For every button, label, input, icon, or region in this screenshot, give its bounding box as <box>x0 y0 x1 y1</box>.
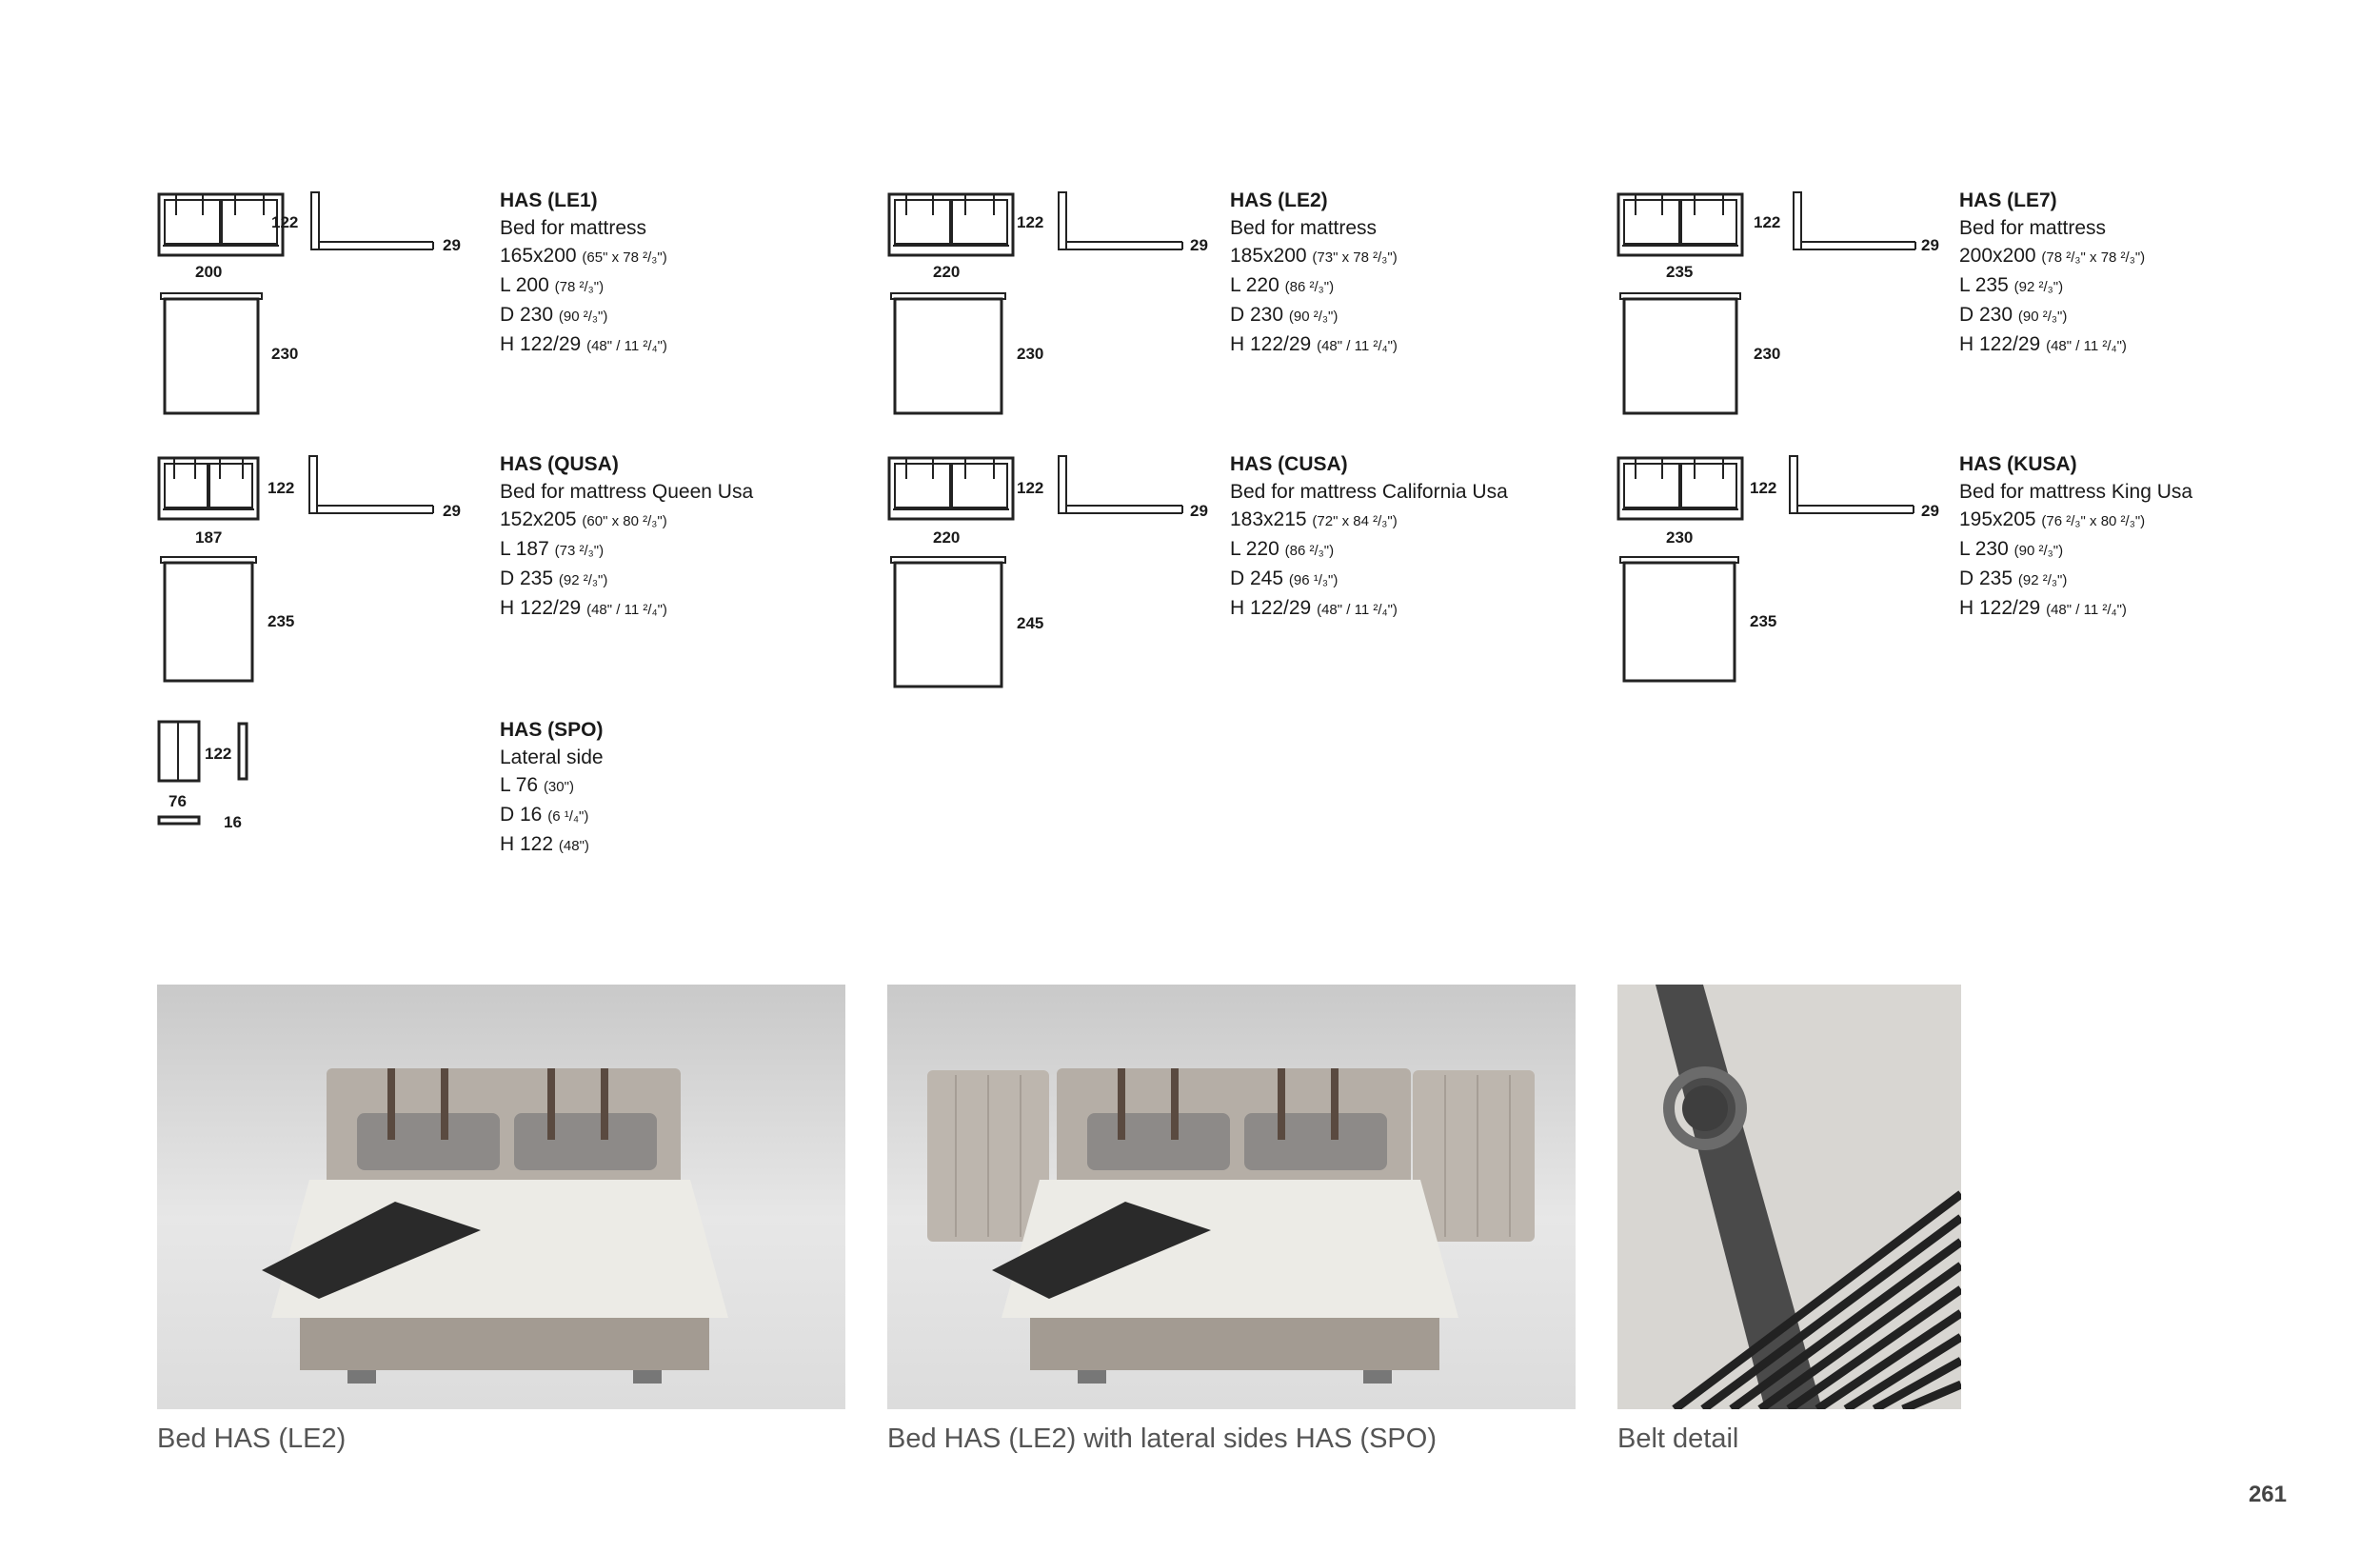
mattress-cm: 195x205 <box>1959 508 2036 530</box>
length-in: (86 ²/₃") <box>1284 543 1335 559</box>
dim-low: 29 <box>1190 502 1208 520</box>
length-in: (86 ²/₃") <box>1284 279 1335 295</box>
dim-width: 187 <box>195 528 223 547</box>
technical-drawing <box>887 450 1211 707</box>
bed-drawing <box>157 450 481 707</box>
product-title: HAS (LE1) <box>500 189 598 211</box>
depth-in: (6 ¹/₄") <box>547 808 589 825</box>
height-row <box>1230 594 1554 624</box>
dim-height: 122 <box>1017 479 1044 497</box>
height-in: (48" / 11 ²/₄") <box>2046 602 2127 618</box>
length-row <box>1230 535 1554 565</box>
product-desc: Bed for mattress <box>1230 217 1378 239</box>
product-desc: Bed for mattress Queen Usa <box>500 481 754 503</box>
spec-block <box>1230 187 1554 360</box>
bed-drawing <box>887 187 1211 444</box>
product-title: HAS (LE2) <box>1230 189 1328 211</box>
depth-in: (96 ¹/₃") <box>1288 572 1339 588</box>
depth-cm: D 245 <box>1230 567 1284 589</box>
product-desc: Lateral side <box>500 747 604 768</box>
mattress-in: (65" x 78 ²/₃") <box>582 249 667 266</box>
photo-belt-detail <box>1617 985 1961 1409</box>
dim-height: 122 <box>1754 213 1781 231</box>
caption-bed-le2: Bed HAS (LE2) <box>157 1424 347 1454</box>
height-in: (48" / 11 ²/₄") <box>586 602 667 618</box>
height-cm: H 122/29 <box>1959 597 2041 619</box>
mattress-cm: 185x200 <box>1230 245 1307 267</box>
length-in: (90 ²/₃") <box>2013 543 2064 559</box>
depth-cm: D 230 <box>1230 304 1284 326</box>
height-in: (48" / 11 ²/₄") <box>1317 602 1398 618</box>
height-cm: H 122/29 <box>500 597 582 619</box>
product-le2 <box>887 187 1554 444</box>
mattress-size <box>1959 506 2283 535</box>
mattress-in: (73" x 78 ²/₃") <box>1312 249 1398 266</box>
product-title: HAS (QUSA) <box>500 453 619 475</box>
mattress-in: (60" x 80 ²/₃") <box>582 513 667 529</box>
depth-cm: D 16 <box>500 804 543 826</box>
product-desc: Bed for mattress <box>1959 217 2107 239</box>
height-row <box>1230 330 1554 360</box>
mattress-size <box>1959 242 2283 271</box>
height-cm: H 122/29 <box>1959 333 2041 355</box>
length-in: (73 ²/₃") <box>554 543 605 559</box>
product-desc: Bed for mattress King Usa <box>1959 481 2193 503</box>
mattress-cm: 152x205 <box>500 508 577 530</box>
spec-block <box>500 716 823 860</box>
caption-bed-le2-spo: Bed HAS (LE2) with lateral sides HAS (SPO) <box>887 1424 1437 1454</box>
spec-block <box>1230 450 1554 624</box>
length-cm: L 76 <box>500 774 539 796</box>
depth-in: (90 ²/₃") <box>1288 309 1339 325</box>
depth-row <box>1959 565 2283 594</box>
product-desc: Bed for mattress <box>500 217 647 239</box>
caption-belt-detail: Belt detail <box>1617 1424 1739 1454</box>
dim-depth: 245 <box>1017 614 1044 632</box>
mattress-cm: 183x215 <box>1230 508 1307 530</box>
belt-detail-photo <box>1617 985 1961 1409</box>
dim-width: 235 <box>1666 263 1694 281</box>
product-le7 <box>1616 187 2283 444</box>
depth-in: (90 ²/₃") <box>2017 309 2068 325</box>
spec-block <box>500 187 823 360</box>
height-cm: H 122/29 <box>1230 597 1312 619</box>
length-row <box>1959 271 2283 301</box>
length-in: (30") <box>543 779 574 795</box>
technical-drawing <box>157 450 481 707</box>
bed-with-sides-photo <box>887 985 1576 1409</box>
length-row <box>500 771 823 801</box>
depth-in: (90 ²/₃") <box>558 309 608 325</box>
mattress-size <box>1230 242 1554 271</box>
depth-row <box>500 301 823 330</box>
technical-drawing <box>1616 450 1940 707</box>
dim-height: 122 <box>268 479 295 497</box>
length-cm: L 230 <box>1959 538 2009 560</box>
depth-row <box>1959 301 2283 330</box>
photo-bed-le2-spo <box>887 985 1576 1409</box>
depth-cm: D 235 <box>500 567 554 589</box>
length-row <box>500 271 823 301</box>
length-cm: L 200 <box>500 274 549 296</box>
length-row <box>1230 271 1554 301</box>
bed-drawing <box>887 450 1211 707</box>
bed-photo <box>157 985 845 1409</box>
dim-width: 76 <box>169 792 187 810</box>
mattress-in: (78 ²/₃" x 78 ²/₃") <box>2041 249 2146 266</box>
dim-depth: 230 <box>1754 345 1781 363</box>
dim-depth: 230 <box>271 345 299 363</box>
product-cusa <box>887 450 1554 707</box>
depth-in: (92 ²/₃") <box>558 572 608 588</box>
length-row <box>1959 535 2283 565</box>
bed-drawing <box>1616 450 1940 707</box>
height-row <box>500 594 823 624</box>
mattress-size <box>500 242 823 271</box>
depth-cm: D 230 <box>1959 304 2013 326</box>
height-row <box>1959 594 2283 624</box>
length-in: (92 ²/₃") <box>2013 279 2064 295</box>
product-kusa <box>1616 450 2283 707</box>
product-title: HAS (SPO) <box>500 719 604 741</box>
dim-height: 122 <box>1017 213 1044 231</box>
dim-low: 29 <box>443 502 461 520</box>
depth-in: (92 ²/₃") <box>2017 572 2068 588</box>
height-row <box>500 830 823 860</box>
dim-height: 122 <box>271 213 299 231</box>
product-title: HAS (CUSA) <box>1230 453 1348 475</box>
mattress-in: (72" x 84 ²/₃") <box>1312 513 1398 529</box>
spec-block <box>1959 187 2283 360</box>
technical-drawing <box>157 716 481 859</box>
height-in: (48") <box>558 838 589 854</box>
depth-row <box>1230 301 1554 330</box>
mattress-in: (76 ²/₃" x 80 ²/₃") <box>2041 513 2146 529</box>
height-cm: H 122/29 <box>1230 333 1312 355</box>
technical-drawing <box>887 187 1211 444</box>
product-spo <box>157 716 823 859</box>
dim-width: 230 <box>1666 528 1694 547</box>
product-le1 <box>157 187 823 444</box>
length-cm: L 220 <box>1230 274 1279 296</box>
dim-low: 29 <box>1921 236 1939 254</box>
height-cm: H 122 <box>500 833 554 855</box>
height-in: (48" / 11 ²/₄") <box>586 338 667 354</box>
mattress-size <box>1230 506 1554 535</box>
length-in: (78 ²/₃") <box>554 279 605 295</box>
dim-width: 220 <box>933 528 961 547</box>
product-qusa <box>157 450 823 707</box>
page-number: 261 <box>2248 1482 2287 1507</box>
technical-drawing <box>157 187 481 444</box>
dim-height: 122 <box>1750 479 1777 497</box>
technical-drawing <box>1616 187 1940 444</box>
depth-row <box>1230 565 1554 594</box>
dim-depth: 16 <box>224 813 242 831</box>
depth-row <box>500 801 823 830</box>
dim-low: 29 <box>1921 502 1939 520</box>
product-title: HAS (KUSA) <box>1959 453 2077 475</box>
depth-row <box>500 565 823 594</box>
dim-depth: 235 <box>1750 612 1777 630</box>
mattress-cm: 165x200 <box>500 245 577 267</box>
height-in: (48" / 11 ²/₄") <box>1317 338 1398 354</box>
product-title: HAS (LE7) <box>1959 189 2057 211</box>
height-in: (48" / 11 ²/₄") <box>2046 338 2127 354</box>
depth-cm: D 235 <box>1959 567 2013 589</box>
photo-bed-le2 <box>157 985 845 1409</box>
spec-block <box>1959 450 2283 624</box>
spec-block <box>500 450 823 624</box>
dim-depth: 230 <box>1017 345 1044 363</box>
dim-width: 220 <box>933 263 961 281</box>
depth-cm: D 230 <box>500 304 554 326</box>
dim-low: 29 <box>1190 236 1208 254</box>
bed-drawing <box>157 187 481 444</box>
product-desc: Bed for mattress California Usa <box>1230 481 1508 503</box>
height-row <box>500 330 823 360</box>
dim-depth: 235 <box>268 612 295 630</box>
height-row <box>1959 330 2283 360</box>
length-cm: L 220 <box>1230 538 1279 560</box>
length-cm: L 235 <box>1959 274 2009 296</box>
mattress-cm: 200x200 <box>1959 245 2036 267</box>
dim-low: 29 <box>443 236 461 254</box>
length-row <box>500 535 823 565</box>
mattress-size <box>500 506 823 535</box>
length-cm: L 187 <box>500 538 549 560</box>
dim-width: 200 <box>195 263 223 281</box>
dim-height: 122 <box>205 745 232 763</box>
height-cm: H 122/29 <box>500 333 582 355</box>
